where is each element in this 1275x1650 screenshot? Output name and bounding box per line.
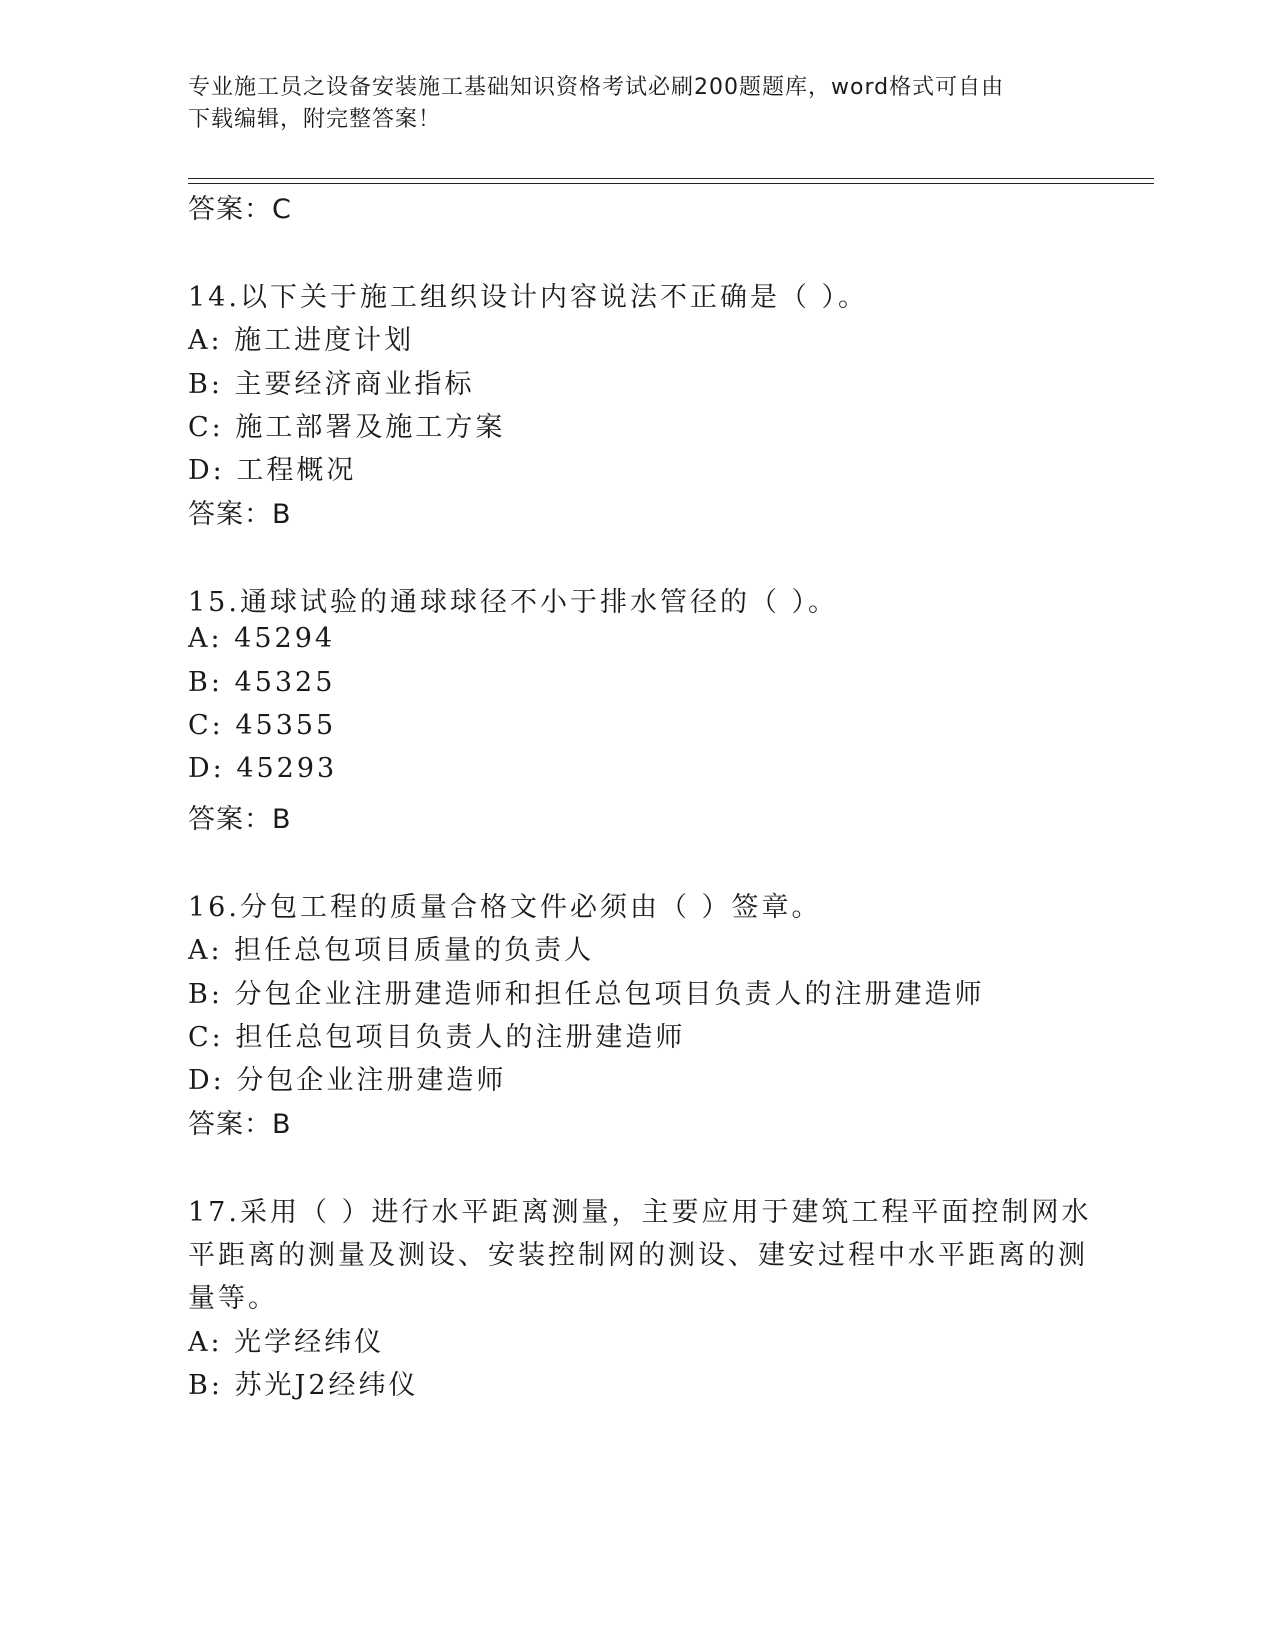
header-line-2: 下载编辑，附完整答案！ <box>188 107 442 132</box>
question-stem-line-1: 17.采用（ ）进行水平距离测量，主要应用于建筑工程平面控制网水 <box>188 1197 1092 1228</box>
option-b: B: 45325 <box>188 667 336 698</box>
option-a: A: 施工进度计划 <box>188 325 415 356</box>
previous-answer: 答案：C <box>188 194 292 225</box>
option-a: A: 45294 <box>188 623 336 654</box>
option-c: C: 施工部署及施工方案 <box>188 412 506 443</box>
question-stem-line-2: 平距离的测量及测设、安装控制网的测设、建安过程中水平距离的测 <box>188 1240 1088 1271</box>
question-stem: 16.分包工程的质量合格文件必须由（ ）签章。 <box>188 892 822 923</box>
header-divider-top <box>188 178 1154 179</box>
option-d: D: 分包企业注册建造师 <box>188 1065 507 1096</box>
option-c: C: 担任总包项目负责人的注册建造师 <box>188 1022 686 1053</box>
option-a: A: 担任总包项目质量的负责人 <box>188 935 595 966</box>
question-stem: 14.以下关于施工组织设计内容说法不正确是（ ）。 <box>188 282 869 313</box>
option-b: B: 分包企业注册建造师和担任总包项目负责人的注册建造师 <box>188 979 985 1010</box>
header-divider-bottom <box>188 183 1154 184</box>
option-d: D: 工程概况 <box>188 455 357 486</box>
answer: 答案：B <box>188 1109 292 1140</box>
option-a: A: 光学经纬仪 <box>188 1327 385 1358</box>
question-stem-line-3: 量等。 <box>188 1283 278 1314</box>
question-stem: 15.通球试验的通球球径不小于排水管径的（ ）。 <box>188 587 839 618</box>
option-c: C: 45355 <box>188 710 337 741</box>
answer: 答案：B <box>188 804 292 835</box>
option-b: B: 苏光J2经纬仪 <box>188 1370 419 1401</box>
answer: 答案：B <box>188 499 292 530</box>
document-header <box>188 72 1068 136</box>
header-line-1: 专业施工员之设备安装施工基础知识资格考试必刷200题题库，word格式可自由 <box>188 75 1005 100</box>
option-b: B: 主要经济商业指标 <box>188 369 475 400</box>
option-d: D: 45293 <box>188 753 338 784</box>
